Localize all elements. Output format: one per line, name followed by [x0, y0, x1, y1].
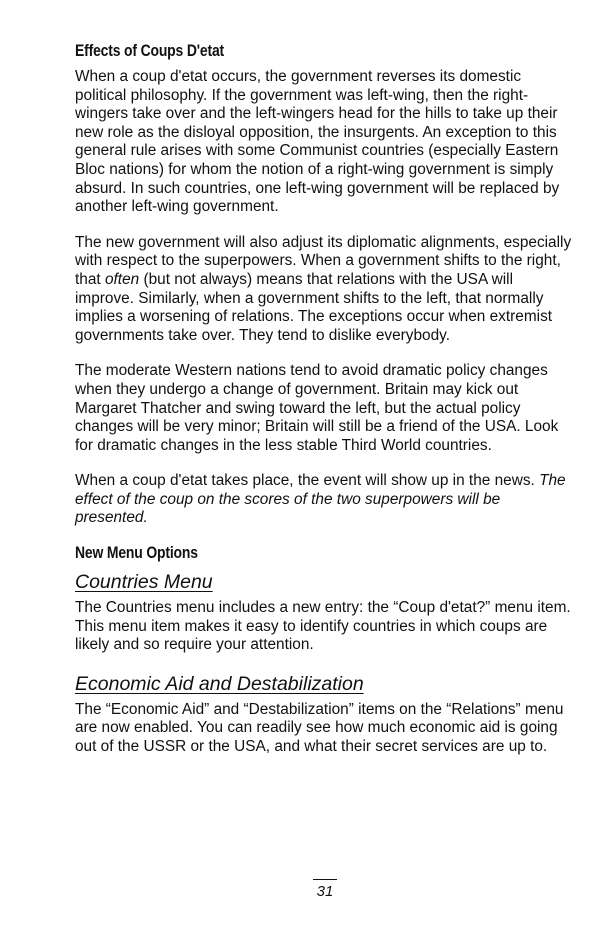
paragraph-coup-news [75, 472, 575, 528]
subheading-economic-aid: Economic Aid and Destabilization [75, 672, 364, 695]
page-footer [75, 879, 575, 901]
paragraph-coup-reversal: When a coup d'etat occurs, the government reverses its domestic political philosophy. If the government was left-wing, then the right-wingers take over and the left-wingers head for the hills to take up their new role as the disloyal opposition, the insurgents. An exception to this general rule arises with some Communist countries (especially Eastern Bloc nations) for whom the notion of a right-wing government is simply absurd. In such countries, one left-wing government will be replaced by another left-wing government. [75, 68, 560, 216]
subheading-countries-menu: Countries Menu [75, 571, 213, 594]
manual-page [75, 40, 575, 900]
page-number-rule [313, 879, 337, 880]
paragraph-diplomatic-text-b: (but not always) means that relations with the USA will improve. Similarly, when a government shifts to the left, that normally implies a worsening of relations. The exceptions occur when extremist governments take over. They tend to dislike everybody. [75, 270, 553, 344]
paragraph-diplomatic-alignments [75, 234, 575, 346]
section-heading-menu-options: New Menu Options [75, 543, 198, 563]
paragraph-news-text: When a coup d'etat takes place, the event will show up in the news. [75, 472, 540, 490]
section-heading-coups: Effects of Coups D'etat [75, 41, 225, 60]
emphasis-scores-note: The effect of the coup on the scores of the two superpowers will be presented. [75, 472, 566, 527]
page-number: 31 [316, 883, 334, 900]
paragraph-diplomatic-text-a: The new government will also adjust its diplomatic alignments, especially with respect to the superpowers. When a government shifts to the right, that [75, 233, 572, 288]
paragraph-western-nations: The moderate Western nations tend to avoid dramatic policy changes when they undergo a change of government. Britain may kick out Margaret Thatcher and swing toward the left, but the actual policy changes will be very minor; Britain will still be a friend of the USA. Look for dramatic changes in the less stable Third World countries. [75, 362, 559, 454]
paragraph-economic-aid: The “Economic Aid” and “Destabilization” items on the “Relations” menu are now enabled. You can readily see how much economic aid is going out of the USSR or the USA, and what their secret services are up to. [75, 700, 564, 756]
emphasis-often: often [104, 270, 140, 288]
paragraph-countries-menu: The Countries menu includes a new entry: the “Coup d'etat?” menu item. This menu item makes it easy to identify countries in which coups are likely and so require your attention. [75, 599, 571, 654]
